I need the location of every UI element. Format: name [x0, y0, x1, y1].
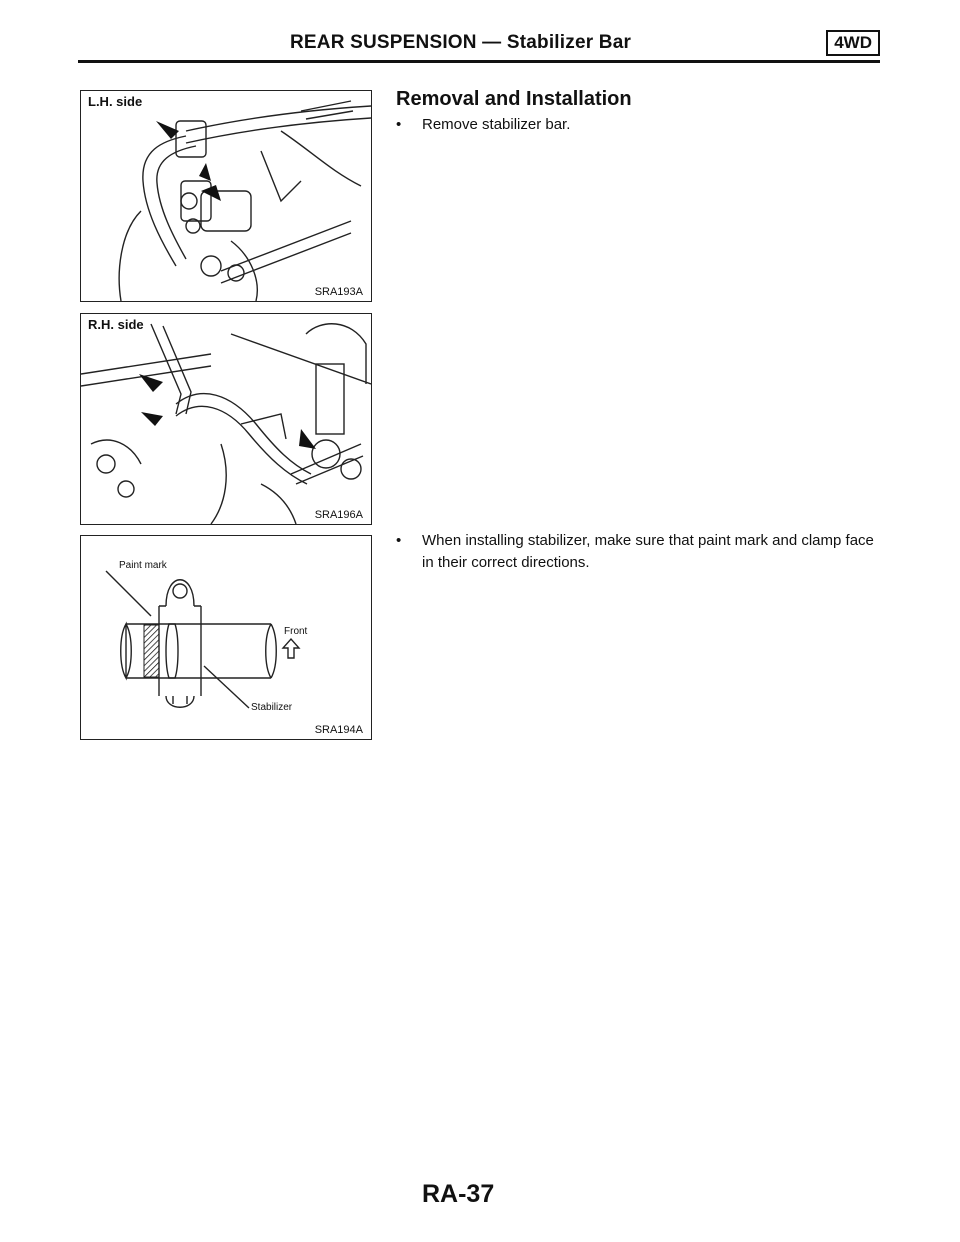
figure-paint-mark: [80, 535, 372, 740]
figure-label: R.H. side: [88, 317, 144, 332]
figure-label: L.H. side: [88, 94, 143, 109]
figure-code: SRA196A: [314, 509, 363, 521]
bullet-dot: •: [396, 116, 402, 133]
bullet-dot: •: [396, 532, 402, 549]
figure-code: SRA194A: [314, 724, 363, 736]
figure-rh-side: [80, 313, 372, 525]
drive-type-badge: 4WD: [826, 30, 880, 56]
rh-side-illustration: [81, 314, 371, 524]
figure-lh-side: [80, 90, 372, 302]
front-label: Front: [284, 626, 308, 637]
stabilizer-label: Stabilizer: [251, 702, 293, 713]
section-title: Removal and Installation: [396, 88, 632, 110]
lh-side-illustration: [81, 91, 371, 301]
header-title: REAR SUSPENSION — Stabilizer Bar: [290, 32, 632, 53]
paint-mark-label: Paint mark: [119, 560, 167, 571]
figure-code: SRA193A: [314, 286, 363, 298]
bullet-item: [396, 114, 876, 138]
header-rule: [78, 60, 880, 63]
bullet-item: [396, 530, 880, 578]
page-number: RA-37: [422, 1180, 495, 1208]
page-header: [80, 30, 880, 62]
bullet-text: Remove stabilizer bar.: [422, 116, 571, 133]
bullet-text: When installing stabilizer, make sure that paint mark and clamp face in their correct directions.: [422, 532, 874, 571]
